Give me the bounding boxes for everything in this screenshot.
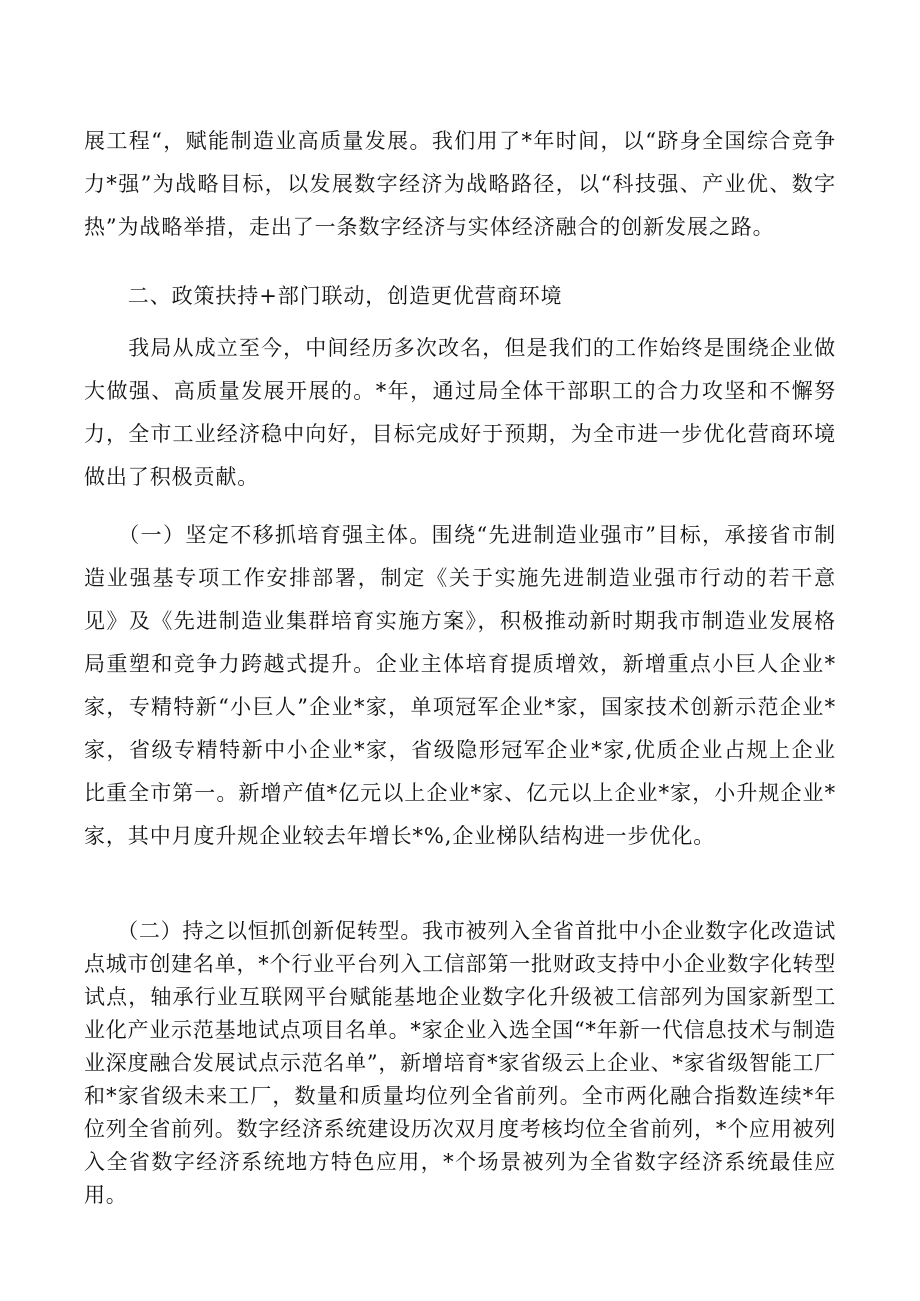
paragraph-intro-continuation: 展工程“，赋能制造业高质量发展。我们用了*年时间，以“跻身全国综合竞争力*强”为战略目标，以发展数字经济为战略路径，以“科技强、产业优、数字热”为战略举措，走出了一条数字经济与实体经济融合的创新发展之路。 — [84, 129, 836, 239]
paragraph-innovation: （二）持之以恒抓创新促转型。我市被列入全省首批中小企业数字化改造试点城市创建名单，*个行业平台列入工信部第一批财政支持中小企业数字化转型试点，轴承行业互联网平台赋能基地企业数字化升级被工信部列为国家新型工业化产业示范基地试点项目名单。*家企业入选全国“*年新一代信息技术与制造业深度融合发展试点示范名单”，新增培育*家省级云上企业、*家省级智能工厂和*家省级未来工厂，数量和质量均位列全省前列。全市两化融合指数连续*年位列全省前列。数字经济系统建设历次双月度考核均位全省前列，*个应用被列入全省数字经济系统地方特色应用，*个场景被列为全省数字经济系统最佳应用。 — [84, 919, 836, 1207]
paragraph-cultivation: （一）坚定不移抓培育强主体。围绕“先进制造业强市”目标，承接省市制造业强基专项工作安排部署，制定《关于实施先进制造业强市行动的若干意见》及《先进制造业集群培育实施方案》，积极推动新时期我市制造业发展格局重塑和竞争力跨越式提升。企业主体培育提质增效，新增重点小巨人企业*家，专精特新“小巨人”企业*家，单项冠军企业*家，国家技术创新示范企业*家，省级专精特新中小企业*家，省级隐形冠军企业*家,优质企业占规上企业比重全市第一。新增产值*亿元以上企业*家、亿元以上企业*家，小升规企业*家，其中月度升规企业较去年增长*%,企业梯队结构进一步优化。 — [84, 523, 836, 848]
section-heading-policy-support: 二、政策扶持+部门联动，创造更优营商环境 — [84, 284, 563, 308]
paragraph-bureau-overview: 我局从成立至今，中间经历多次改名，但是我们的工作始终是围绕企业做大做强、高质量发展开展的。*年，通过局全体干部职工的合力攻坚和不懈努力，全市工业经济稳中向好，目标完成好于预期，为全市进一步优化营商环境做出了积极贡献。 — [84, 336, 836, 489]
